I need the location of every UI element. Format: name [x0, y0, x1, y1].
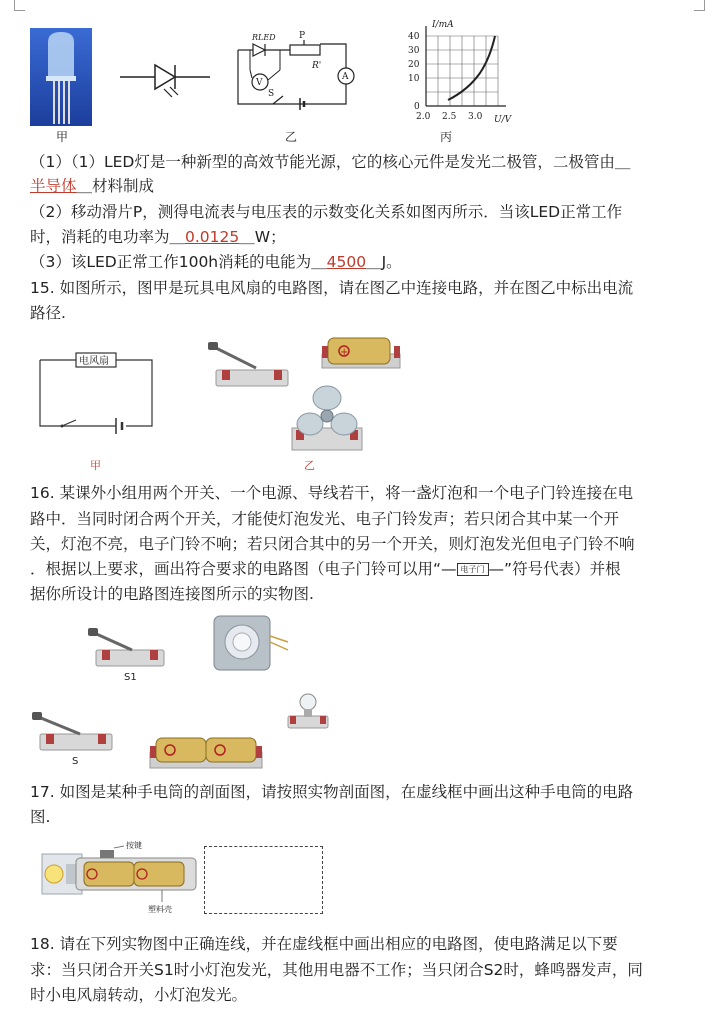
caption-jia-top: 甲: [56, 130, 69, 144]
circuit-diagram-yi: [228, 30, 356, 112]
corner-mark-right: [694, 0, 705, 11]
label-rprime: R': [312, 61, 322, 71]
doorbell-photo: [210, 612, 290, 674]
fan-circuit-jia: [36, 352, 156, 434]
q14-line-3: （2）移动滑片P，测得电流表与电压表的示数变化关系如图丙所示．当该LED正常工作: [30, 203, 623, 221]
fan-label: 电风扇: [79, 356, 109, 367]
flashlight-cross-section: [36, 836, 202, 918]
led-photo: [30, 28, 92, 126]
q16-line-4-pre: ．根据以上要求，画出符合要求的电路图（电子门铃可以用“—: [30, 560, 457, 578]
switch-s-photo: [32, 710, 116, 754]
label-rled: RLED: [252, 33, 276, 42]
iu-graph-bing: [396, 18, 516, 126]
q14-line-5-post: ＿J。: [366, 253, 402, 271]
q16-line-1: 16. 某课外小组用两个开关、一个电源、导线若干，将一盏灯泡和一个电子门铃连接在电: [30, 484, 634, 502]
q14-line-4-pre: 时，消耗的电功率为＿: [30, 228, 186, 246]
q14-line-2: [30, 175, 154, 197]
q16-line-4: [30, 558, 621, 580]
q14-answer-1: 半导体: [30, 177, 77, 195]
label-button: 按键: [126, 841, 142, 850]
graph-ytick-40: 40: [408, 32, 420, 42]
q18-line-3: 时小电风扇转动，小灯泡发光。: [30, 986, 248, 1004]
caption-jia-q15: 甲: [90, 459, 101, 472]
switch-photo-q15: [208, 340, 292, 390]
graph-xtick-2-5: 2.5: [442, 112, 457, 122]
q14-answer-3: 4500: [326, 253, 367, 271]
q17-line-1: 17. 如图是某种手电筒的剖面图，请按照实物剖面图，在虚线框中画出这种手电筒的电路: [30, 783, 634, 801]
q16-line-2: 路中．当同时闭合两个开关，才能使灯泡发光、电子门铃发声；若只闭合其中某一个开: [30, 510, 620, 528]
fan-photo-q15: [288, 384, 366, 456]
caption-yi-q15: 乙: [304, 459, 315, 472]
label-voltmeter: V: [256, 78, 263, 88]
q16-line-3: 关，灯泡不亮，电子门铃不响；若只闭合其中的另一个开关，则灯泡发光但电子门铃不响: [30, 535, 635, 553]
label-ammeter: A: [342, 72, 349, 82]
graph-xlabel: U/V: [494, 115, 512, 125]
switch-s1-photo: [88, 626, 168, 670]
battery-pair-photo: [148, 732, 264, 772]
dashed-answer-box: [204, 846, 323, 914]
q16-line-5: 据你所设计的电路图连接图所示的实物图.: [30, 585, 314, 603]
q17-line-2: 图.: [30, 808, 51, 826]
caption-yi-top: 乙: [285, 130, 298, 144]
q15-line-2: 路径.: [30, 304, 66, 322]
q18-line-1: 18. 请在下列实物图中正确连线，并在虚线框中画出相应的电路图，使电路满足以下要: [30, 935, 618, 953]
caption-bing-top: 丙: [440, 130, 453, 144]
caption-s: S: [72, 756, 79, 767]
battery-photo-q15: [318, 332, 404, 372]
corner-mark-left: [14, 0, 25, 11]
graph-ylabel: I/mA: [432, 20, 454, 30]
q14-line-1: （1）（1）LED灯是一种新型的高效节能光源，它的核心元件是发光二极管，二极管由＿: [30, 153, 631, 171]
q15-line-1: 15. 如图所示，图甲是玩具电风扇的电路图，请在图乙中连接电路，并在图乙中标出电流: [30, 279, 634, 297]
graph-ytick-10: 10: [408, 74, 420, 84]
q14-answer-2: 0.0125: [185, 228, 240, 246]
q14-line-4-post: ＿W；: [239, 228, 286, 246]
q14-line-4: [30, 226, 286, 248]
diode-symbol: [120, 55, 210, 100]
graph-xtick-3-0: 3.0: [468, 112, 483, 122]
q14-line-5-pre: （3）该LED正常工作100h消耗的电能为＿: [30, 253, 327, 271]
q14-line-5: [30, 251, 402, 273]
graph-ytick-0: 0: [414, 102, 420, 112]
bulb-holder-photo: [284, 690, 332, 730]
graph-xtick-2-0: 2.0: [416, 112, 431, 122]
bell-symbol: 电子门: [457, 563, 489, 576]
q14-line-2-rest: ＿材料制成: [76, 177, 155, 195]
label-switch: S: [268, 89, 275, 99]
svg-text:+: +: [340, 347, 349, 358]
label-p: P: [299, 31, 306, 41]
graph-ytick-20: 20: [408, 60, 420, 70]
caption-s1: S1: [124, 672, 137, 683]
graph-ytick-30: 30: [408, 46, 420, 56]
q16-line-4-post: —”符号代表）并根: [488, 560, 621, 578]
label-shell: 塑料壳: [148, 905, 172, 914]
q18-line-2: 求：当只闭合开关S1时小灯泡发光，其他用电器不工作；当只闭合S2时，蜂鸣器发声，同: [30, 961, 643, 979]
